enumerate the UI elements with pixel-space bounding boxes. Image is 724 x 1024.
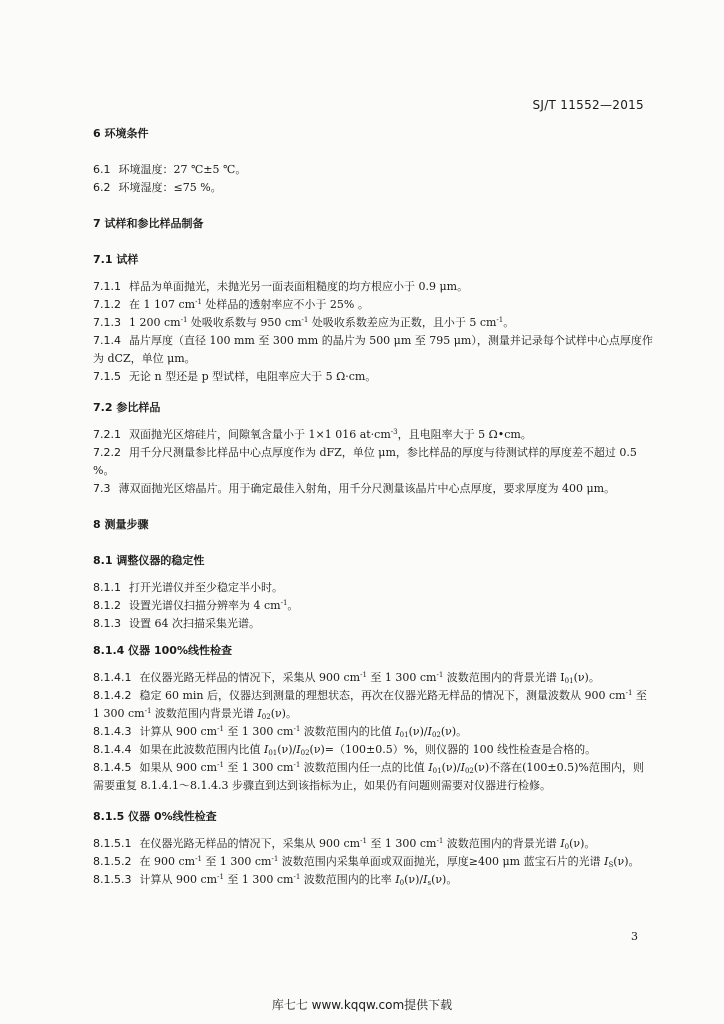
item-7-1-5: 7.1.5 无论 n 型还是 p 型试样，电阻率应大于 5 Ω·cm。: [93, 370, 377, 383]
section-7-2-title: 7.2 参比样品: [93, 401, 161, 414]
footer-download-note: 库七七 www.kqqw.com提供下载: [271, 998, 453, 1012]
item-8-1-4-3: 8.1.4.3 计算从 900 $cm^{-1}$ 至 1 300 $cm^{-1}$ 波数范围内的比值 $I_{01}(\nu)/I_{02}(\nu)$。: [93, 725, 468, 739]
item-6-2: 6.2 环境湿度：≤75 %。: [93, 181, 222, 194]
item-7-2-1: 7.2.1 双面抛光区熔硅片，间隙氧含量小于 1×1 016 $at\cdot cm^{-3}$，且电阻率大于 5 Ω•cm。: [93, 428, 532, 441]
page-number: 3: [631, 930, 638, 943]
section-8-title: 8 测量步骤: [93, 518, 149, 531]
item-8-1-5-1: 8.1.5.1 在仪器光路无样品的情况下，采集从 900 $cm^{-1}$ 至 1 300 $cm^{-1}$ 波数范围内的背景光谱 $I_0(\nu)$。: [93, 837, 596, 851]
item-8-1-1: 8.1.1 打开光谱仪并至少稳定半小时。: [93, 581, 283, 594]
item-8-1-4-1: 8.1.4.1 在仪器光路无样品的情况下，采集从 900 $cm^{-1}$ 至 1 300 $cm^{-1}$ 波数范围内的背景光谱 $I_{01}(\nu)$。: [93, 671, 600, 685]
item-8-1-4-2: 8.1.4.2 稳定 60 min 后，仪器达到测量的理想状态，再次在仪器光路无样品的情况下，测量波数从 900 $cm^{-1}$ 至 1 300 $cm^{-1}$ 波数范围内背景光谱 $I_{02}(\nu)$。: [93, 689, 647, 721]
document-body: [93, 125, 653, 889]
item-8-1-4-4: 8.1.4.4 如果在此波数范围内比值 $I_{01}(\nu)/I_{02}(\nu)=(100\pm 0.5)\%$，则仪器的 100 线性检查是合格的。: [93, 743, 597, 757]
item-7-1-3: 7.1.3 1 200 $cm^{-1}$ 处吸收系数与 950 $cm^{-1}$ 处吸收系数差应为正数，且小于 5 $cm^{-1}$。: [93, 316, 515, 329]
standard-number: SJ/T 11552—2015: [532, 98, 644, 112]
item-7-1-4: 7.1.4 晶片厚度（直径 100 mm 至 300 mm 的晶片为 500 μm 至 795 μm），测量并记录每个试样中心点厚度作为 dCZ，单位 μm。: [93, 334, 653, 365]
item-8-1-5-3: 8.1.5.3 计算从 900 $cm^{-1}$ 至 1 300 $cm^{-1}$ 波数范围内的比率 $I_0(\nu)/I_s(\nu)$。: [93, 873, 458, 887]
item-8-1-5-2: 8.1.5.2 在 900 $cm^{-1}$ 至 1 300 $cm^{-1}$ 波数范围内采集单面或双面抛光，厚度≥400 μm 蓝宝石片的光谱 $I_S(\nu)$。: [93, 855, 640, 869]
item-8-1-4-5: 8.1.4.5 如果从 900 $cm^{-1}$ 至 1 300 $cm^{-1}$ 波数范围内任一点的比值 $I_{01}(\nu)/I_{02}(\nu)$不落在(100±0.5)%范围内，则需要重复 8.1.4.1～8.1.4.3 步骤直到达到该指标为止，如果仍有问题则需要对仪器进行检修。: [93, 761, 644, 792]
item-6-1: 6.1 环境温度：27 ℃±5 ℃。: [93, 163, 247, 176]
section-8-1-4-title: 8.1.4 仪器 100%线性检查: [93, 644, 232, 657]
item-7-2-2: 7.2.2 用千分尺测量参比样品中心点厚度作为 dFZ，单位 μm，参比样品的厚度与待测试样的厚度差不超过 0.5 %。: [93, 446, 637, 477]
section-8-1-5-title: 8.1.5 仪器 0%线性检查: [93, 810, 217, 823]
item-8-1-3: 8.1.3 设置 64 次扫描采集光谱。: [93, 617, 260, 630]
item-7-1-2: 7.1.2 在 1 107 $cm^{-1}$ 处样品的透射率应不小于 25% 。: [93, 298, 369, 311]
section-7-title: 7 试样和参比样品制备: [93, 217, 204, 230]
item-7-3: 7.3 薄双面抛光区熔晶片。用于确定最佳入射角，用千分尺测量该晶片中心点厚度，要求厚度为 400 μm。: [93, 482, 616, 495]
section-8-1-title: 8.1 调整仪器的稳定性: [93, 554, 205, 567]
item-7-1-1: 7.1.1 样品为单面抛光，未抛光另一面表面粗糙度的均方根应小于 0.9 μm。: [93, 280, 469, 293]
section-7-1-title: 7.1 试样: [93, 253, 139, 266]
section-6-title: 6 环境条件: [93, 127, 149, 140]
item-8-1-2: 8.1.2 设置光谱仪扫描分辨率为 4 $cm^{-1}$。: [93, 599, 299, 612]
